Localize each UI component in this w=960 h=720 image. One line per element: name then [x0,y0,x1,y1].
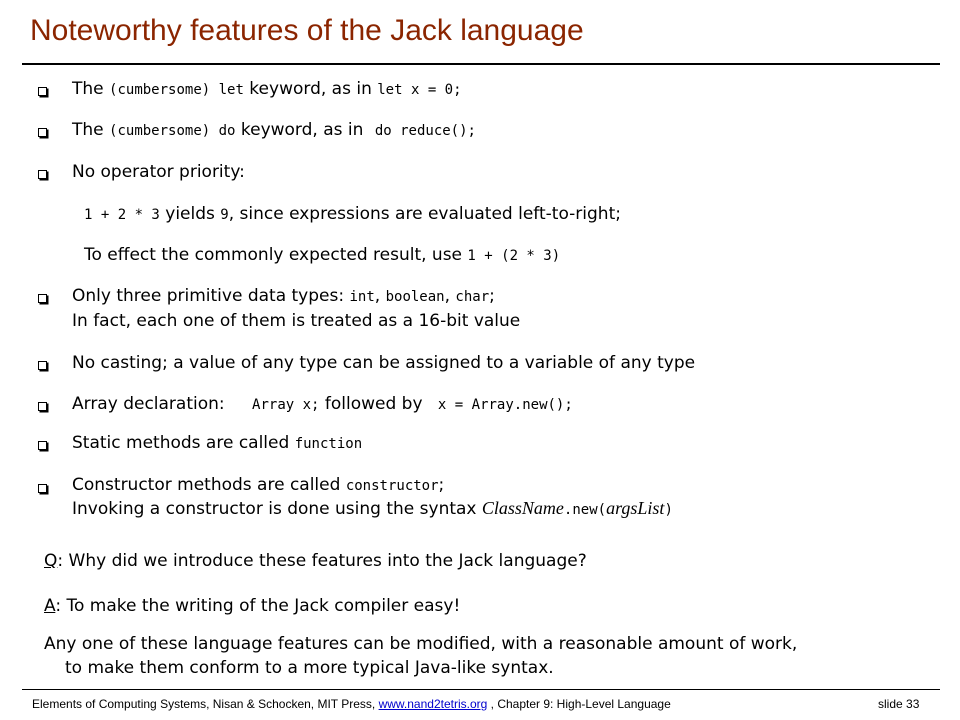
code-keyword: function [294,436,363,452]
bullet-static-methods [72,433,362,453]
bullet-text: , since expressions are evaluated left-to-right; [228,204,621,224]
question-text: : Why did we introduce these features into the Jack language? [57,551,587,571]
priority-fix [84,245,560,265]
bullet-text: To effect the commonly expected result, use [84,245,468,265]
code-type: int [349,289,375,305]
footer-citation [32,697,671,711]
bullet-marker-icon [38,170,47,179]
bullet-text: keyword, as in [243,79,378,99]
bullet-marker-icon [38,361,47,370]
bullet-text: followed by [319,394,428,414]
types-detail: In fact, each one of them is treated as a 16-bit value [72,311,521,331]
slide-number: slide 33 [878,697,920,711]
bullet-text: keyword, as in [235,120,369,140]
syntax-placeholder: ClassName [481,498,564,518]
bullet-marker-icon [38,441,47,450]
code-keyword: constructor [345,478,439,494]
bullet-do-keyword [72,120,476,140]
bullet-text: Only three primitive data types: [72,286,350,306]
bullet-marker-icon [38,294,47,303]
bullet-text: , [444,286,456,306]
code-example: 1 + 2 * 3 [84,207,160,223]
note-line-2: to make them conform to a more typical Java-like syntax. [65,658,554,678]
code-example: x = Array.new(); [437,397,573,413]
priority-example [84,204,621,224]
title-divider [22,63,940,65]
bullet-text: The [72,120,110,140]
bullet-marker-icon [38,484,47,493]
syntax-placeholder: argsList [606,498,665,518]
bullet-marker-icon [38,402,47,411]
bullet-primitive-types [72,286,495,306]
note-line-1: Any one of these language features can be modified, with a reasonable amount of work, [44,634,798,654]
bullet-marker-icon [38,128,47,137]
footer-link[interactable]: www.nand2tetris.org [378,697,488,711]
answer-text: : To make the writing of the Jack compiler easy! [55,596,461,616]
bullet-text: ; [438,475,445,495]
answer-label: A [44,596,56,616]
code-example: .new( [563,502,607,518]
bullet-constructor-methods [72,475,444,495]
bullet-operator-priority: No operator priority: [72,162,245,182]
bullet-text: yields [159,204,221,224]
code-example: 1 + (2 * 3) [467,248,561,264]
code-keyword: do [218,123,236,139]
bullet-text: Invoking a constructor is done using the syntax [72,499,482,519]
bullet-no-casting: No casting; a value of any type can be assigned to a variable of any type [72,353,696,373]
code-example: let x = 0; [377,82,462,98]
bullet-text: , [374,286,386,306]
bullet-text: (cumbersome) [109,123,219,139]
code-example: ) [664,502,673,518]
answer-line [44,596,460,616]
footer-text: , Chapter 9: High-Level Language [487,697,671,711]
bullet-text: The [72,79,110,99]
bullet-text: ; [489,286,495,306]
bullet-text: Static methods are called [72,433,295,453]
footer-divider [22,689,940,690]
footer-text: Elements of Computing Systems, Nisan & Schocken, MIT Press, [32,697,379,711]
bullet-marker-icon [38,87,47,96]
code-keyword: let [218,82,244,98]
constructor-syntax [72,498,673,519]
bullet-text: (cumbersome) [109,82,219,98]
code-example: Array x; [252,397,320,413]
question-label: Q [44,551,58,571]
bullet-let-keyword [72,79,462,99]
code-type: boolean [385,289,445,305]
bullet-text: Constructor methods are called [72,475,346,495]
code-example: do reduce(); [374,123,476,139]
code-example: 9 [220,207,229,223]
code-type: char [455,289,490,305]
bullet-text: Array declaration: [72,394,231,414]
question-line [44,551,587,571]
slide-title: Noteworthy features of the Jack language [30,14,584,47]
bullet-array-declaration [72,394,573,414]
